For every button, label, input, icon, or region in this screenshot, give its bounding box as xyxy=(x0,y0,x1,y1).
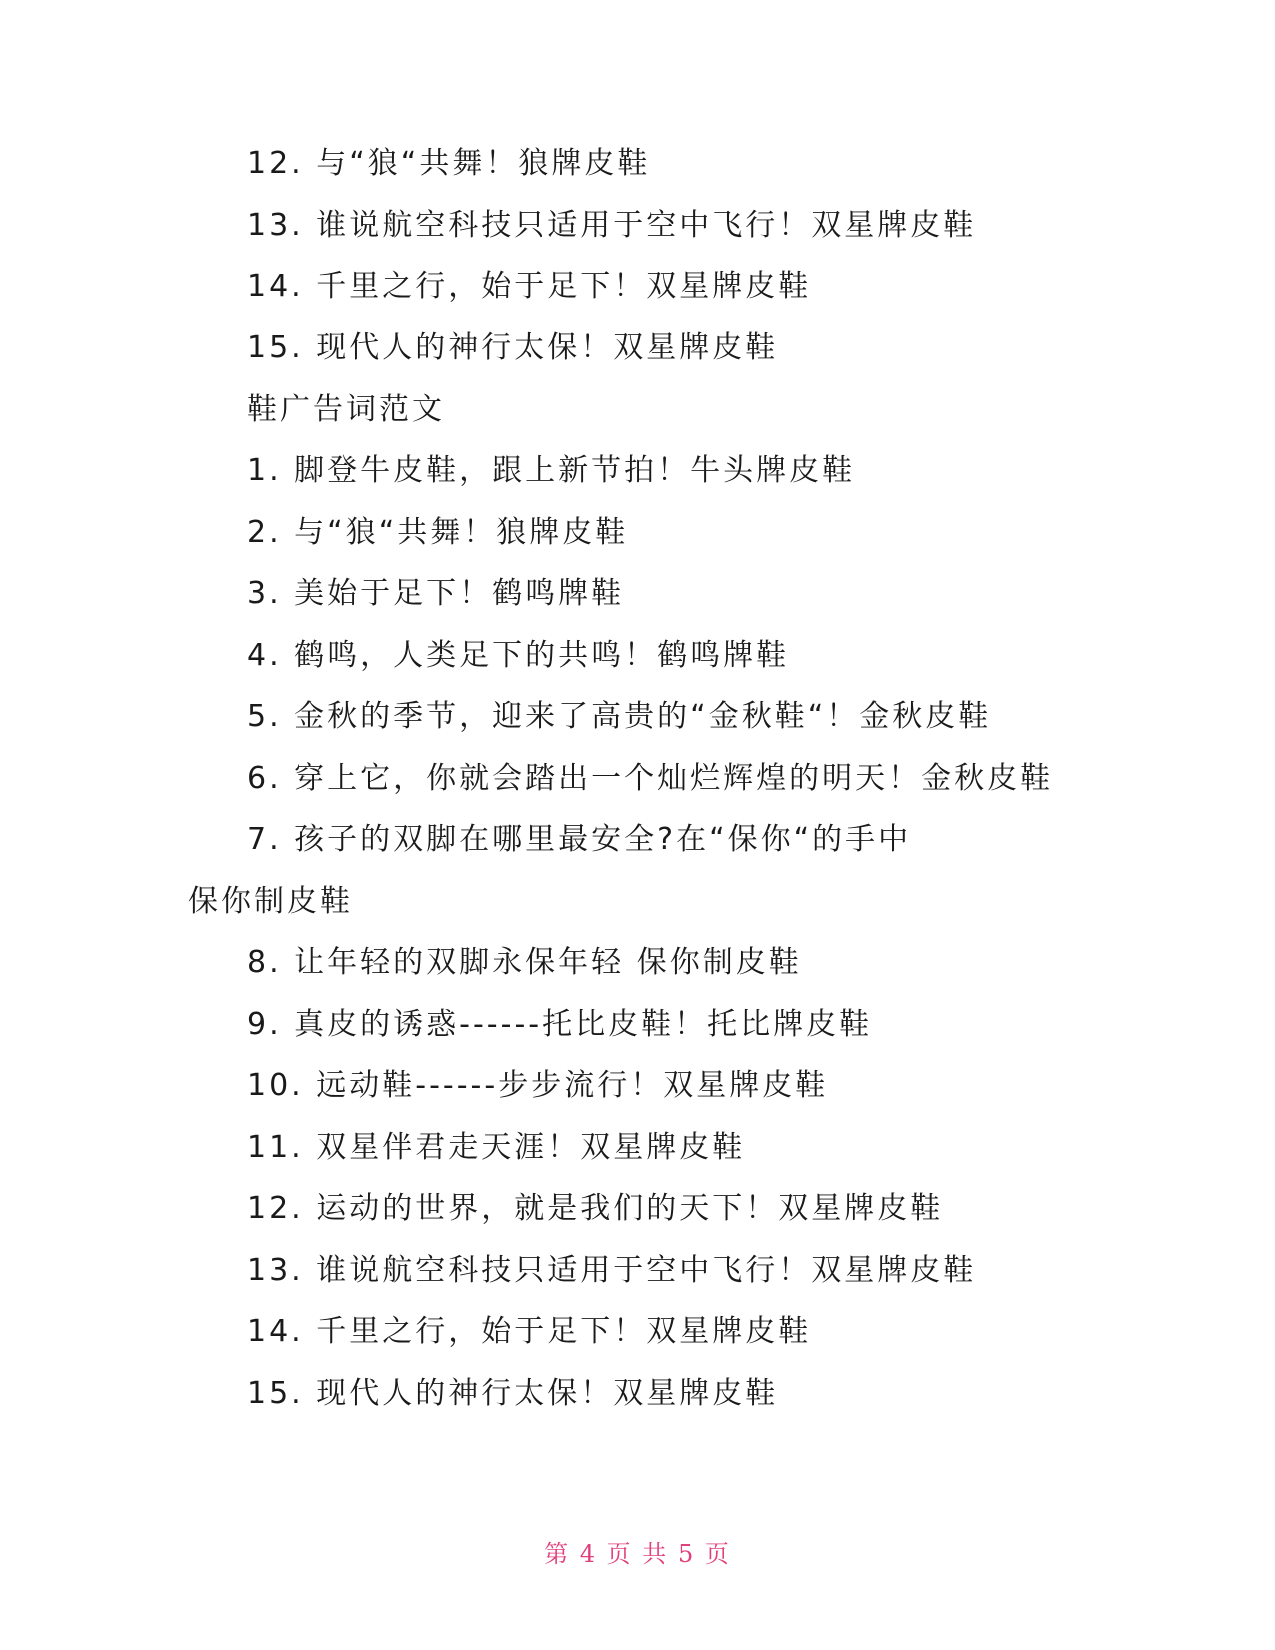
section-heading: 鞋广告词范文 xyxy=(247,392,445,427)
slogan-line: 3. 美始于足下！鹤鸣牌鞋 xyxy=(247,576,625,611)
slogan-line: 7. 孩子的双脚在哪里最安全?在“保你“的手中 xyxy=(247,822,912,857)
slogan-line: 12. 与“狼“共舞！狼牌皮鞋 xyxy=(247,146,651,181)
slogan-line: 12. 运动的世界，就是我们的天下！双星牌皮鞋 xyxy=(247,1191,944,1226)
slogan-line: 15. 现代人的神行太保！双星牌皮鞋 xyxy=(247,330,779,365)
slogan-line: 2. 与“狼“共舞！狼牌皮鞋 xyxy=(247,515,629,550)
slogan-line: 4. 鹤鸣，人类足下的共鸣！鹤鸣牌鞋 xyxy=(247,638,790,673)
slogan-line: 14. 千里之行，始于足下！双星牌皮鞋 xyxy=(247,1314,812,1349)
slogan-line: 15. 现代人的神行太保！双星牌皮鞋 xyxy=(247,1376,779,1411)
slogan-line: 9. 真皮的诱惑------托比皮鞋！托比牌皮鞋 xyxy=(247,1007,873,1042)
slogan-line: 8. 让年轻的双脚永保年轻 保你制皮鞋 xyxy=(247,945,802,980)
slogan-line: 6. 穿上它，你就会踏出一个灿烂辉煌的明天！金秋皮鞋 xyxy=(247,761,1054,796)
slogan-line: 11. 双星伴君走天涯！双星牌皮鞋 xyxy=(247,1130,746,1165)
slogan-line: 5. 金秋的季节，迎来了高贵的“金秋鞋“！金秋皮鞋 xyxy=(247,699,992,734)
slogan-line: 1. 脚登牛皮鞋，跟上新节拍！牛头牌皮鞋 xyxy=(247,453,856,488)
slogan-line: 14. 千里之行，始于足下！双星牌皮鞋 xyxy=(247,269,812,304)
slogan-line: 10. 远动鞋------步步流行！双星牌皮鞋 xyxy=(247,1068,829,1103)
page-number-footer: 第 4 页 共 5 页 xyxy=(544,1540,731,1568)
slogan-line: 13. 谁说航空科技只适用于空中飞行！双星牌皮鞋 xyxy=(247,1253,977,1288)
slogan-continuation: 保你制皮鞋 xyxy=(188,884,353,919)
slogan-line: 13. 谁说航空科技只适用于空中飞行！双星牌皮鞋 xyxy=(247,208,977,243)
